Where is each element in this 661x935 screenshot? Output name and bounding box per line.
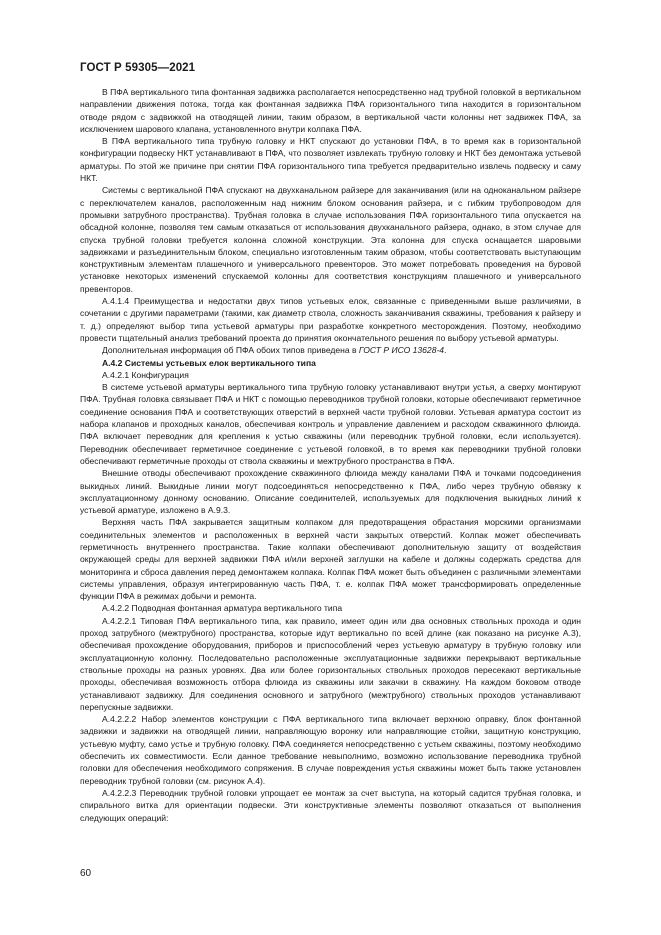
section-heading: А.4.2 Системы устьевых елок вертикального типа — [102, 357, 316, 368]
document-header: ГОСТ Р 59305—2021 — [80, 62, 196, 74]
paragraph: Системы с вертикальной ПФА спускают на двухканальном райзере для заканчивания (или на одноканальном райзере с переключателем каналов, расположенным над нижним блоком основания райзера, и с гибким трубопроводом для промывки затрубного пространства). Трубная головка в случае использования ПФА горизонтального типа опускается на обсадной колонне, позволяя тем самым отказаться от использования двухканального райзера, однако, в этом случае для спуска трубной головки требуется колонна сложной конструкции. Эта колонна для спуска оснащается шаровыми задвижками и разъединительным блоком, специально изготовленным таким образом, чтобы соответствовать выступающим конструктивным элементам плашечного и универсального превенторов. Это может потребовать проведения на буровой установке некоторых изменений спускаемой колонны для соответствия конструкциям плашечного и универсального превенторов. — [80, 185, 581, 294]
paragraph: В ПФА вертикального типа фонтанная задвижка располагается непосредственно над трубной головкой в вертикальном направлении движения потока, тогда как фонтанная задвижка ПФА горизонтального типа находится в горизонтальном отводе рядом с задвижкой на отводящей линии, таким образом, в вертикальной части колонны нет задвижек ПФА, за исключением шарового клапана, установленного внутри колпака ПФА. — [80, 87, 581, 134]
info-line — [80, 344, 581, 356]
paragraph: А.4.1.4 Преимущества и недостатки двух типов устьевых елок, связанные с приведенными выше различиями, в сочетании с другими параметрами (такими, как диаметр ствола, сложность заканчивания скважины, требования к райзеру и т. д.) определяют выбор типа устьевой арматуры при разработке конкретного месторождения. Поэтому, необходимо провести тщательный анализ требований проекта до принятия окончательного решения по выбору устьевой арматуры. — [80, 296, 581, 343]
subsection-heading: А.4.2.1 Конфигурация — [102, 369, 189, 380]
info-line-end: . — [444, 345, 447, 356]
paragraph: Верхняя часть ПФА закрывается защитным колпаком для предотвращения обрастания морскими организмами соединительных элементов и расположенных в верхней части закрытых отверстий. Колпак может обеспечивать герметичность внутреннего пространства. Такие колпаки обеспечивают дополнительную защиту от воздействия окружающей среды для верхней задвижки ПФА и/или верхней заглушки на кабеле и должны содержать средства для мониторинга и сброса давления перед демонтажем колпака. Колпак ПФА может быть объединен с различными элементами системы управления, образуя интегрированную часть ПФА, т. е. колпак ПФА может трансформировать определенные функции ПФА в режимах добычи и ремонта. — [80, 517, 581, 602]
standard-reference: ГОСТ Р ИСО 13628-4 — [358, 345, 445, 356]
subsection-heading: А.4.2.2 Подводная фонтанная арматура вертикального типа — [102, 603, 343, 614]
paragraph: А.4.2.2.3 Переводник трубной головки упрощает ее монтаж за счет выступа, на который садится трубная головка, и спирального витка для ориентации подвески. Эти конструктивные элементы позволяют отказаться от выполнения следующих операций: — [80, 787, 581, 823]
paragraph: В ПФА вертикального типа трубную головку и НКТ спускают до установки ПФА, в то время как в горизонтальной конфигурации подвеску НКТ устанавливают в ПФА, что позволяет извлекать трубную головку и НКТ без демонтажа устьевой арматуры. По этой же причине при снятии ПФА горизонтального типа требуется предварительно извлечь подвеску и саму НКТ. — [80, 136, 581, 184]
page-number: 60 — [80, 868, 92, 879]
paragraph: А.4.2.2.1 Типовая ПФА вертикального типа, как правило, имеет один или два основных ствольных прохода и один проход затрубного (межтрубного) пространства, которые идут вертикально по всей длине (как показано на рисунке А.3), обеспечивая прохождение оборудования, приборов и приспособлений через устьевую арматуру в трубную головку или эксплуатационную колонну. Последовательно расположенные эксплуатационные задвижки перекрывают вертикальные ствольные проходы на разных уровнях. Два или более горизонтальных ствольных проходов пересекают вертикальные проходы, обеспечивая возможность отбора флюида из скважины или закачки в скважину. На каждом боковом отводе устанавливают задвижку. Для соединения основного и затрубного (межтрубного) ствольных проходов устанавливают перепускные задвижки. — [80, 615, 581, 712]
document-body — [80, 86, 581, 824]
info-line-text: Дополнительная информация об ПФА обоих типов приведена в — [102, 345, 359, 356]
paragraph: А.4.2.2.2 Набор элементов конструкции с ПФА вертикального типа включает верхнюю оправку, блок фонтанной задвижки и задвижки на отводящей линии, направляющую воронку или направляющие стойки, защитную конструкцию, устьевую муфту, само устье и трубную головку. ПФА соединяется непосредственно с устьем скважины, поэтому необходимо обеспечить их совместимости. Если данное требование невыполнимо, возможно использование переводника трубной головки для обеспечения необходимого сопряжения. В случае повреждения устья скважины может быть также установлен переводник трубной головки (см. рисунок А.4). — [80, 714, 581, 786]
paragraph: В системе устьевой арматуры вертикального типа трубную головку устанавливают внутри устья, а сверху монтируют ПФА. Трубная головка связывает ПФА и НКТ с помощью переводников трубной головки, которые обеспечивают герметичное соединение основания ПФА и соответствующих отверстий в верхней части трубной головки. Устьевая арматура состоит из набора клапанов и проходных каналов, обеспечивая контроль и управление давлением и расходом скважинного флюида. ПФА включает переводник для крепления к устью скважины (или переводник трубной головки, если используется). Переводник обеспечивает герметичное соединение с устьевой головкой, в то время как переводники трубной головки обеспечивают герметичные проходы от ствола скважины и межтрубного пространства в ПФА. — [80, 382, 581, 466]
paragraph: Внешние отводы обеспечивают прохождение скважинного флюида между каналами ПФА и точками подсоединения выкидных линий. Выкидные линии могут подсоединяться непосредственно к ПФА, либо через трубную обвязку к эксплуатационному донному основанию. Описание соединителей, используемых для подключения выкидных линий к устьевой арматуре, изложено в А.9.3. — [80, 468, 581, 516]
